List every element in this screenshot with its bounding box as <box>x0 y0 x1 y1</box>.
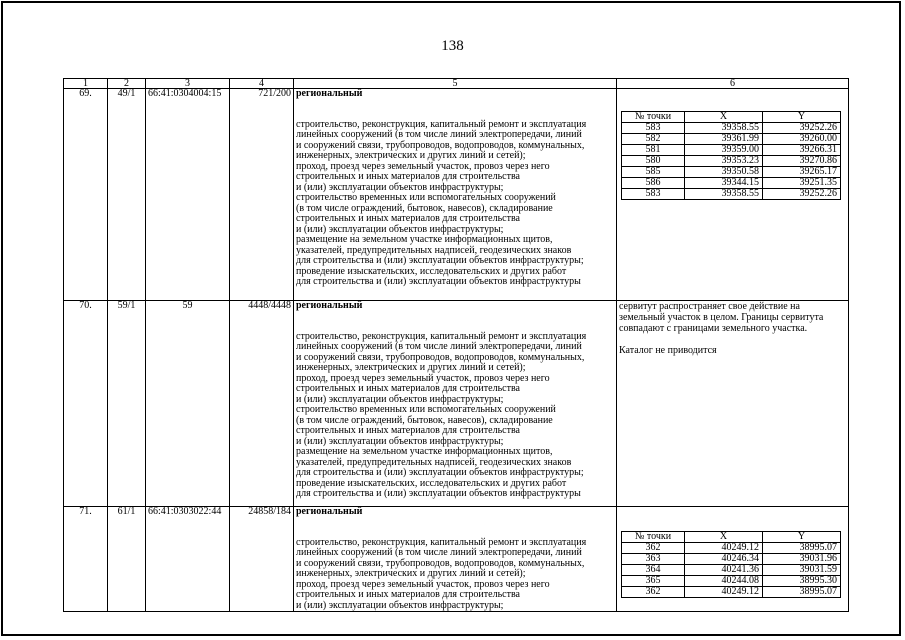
coords-row <box>622 576 841 587</box>
text-line: и сооружений связи, трубопроводов, водопроводов, коммунальных, <box>296 139 585 151</box>
cadastral-number: 66:41:0304004:15 <box>146 89 230 301</box>
coord-y: 39252.26 <box>763 189 841 200</box>
coord-y: 39265.17 <box>763 167 841 178</box>
table-row <box>64 89 849 301</box>
coord-y: 39251.35 <box>763 178 841 189</box>
row-col2: 49/1 <box>108 89 146 301</box>
point-number: 365 <box>622 576 685 587</box>
text-line: и (или) эксплуатации объектов инфраструктуры; <box>296 393 504 405</box>
text-line: строительство, реконструкция, капитальный ремонт и эксплуатация <box>296 330 587 342</box>
coords-row <box>622 123 841 134</box>
text-line: проведение изыскательских, исследовательских и других работ <box>296 265 567 277</box>
coords-row <box>622 189 841 200</box>
servitude-note <box>619 301 846 334</box>
header-cell: 1 <box>64 79 108 89</box>
page-number: 138 <box>441 38 464 54</box>
text-line: линейных сооружений (в том числе линий электропередачи, линий <box>296 129 582 140</box>
purpose-text <box>296 120 614 288</box>
coords-header-cell: № точки <box>622 532 685 543</box>
coord-x: 40246.34 <box>685 554 763 565</box>
text-line: и (или) эксплуатации объектов инфраструктуры; <box>296 599 504 611</box>
text-line: строительных и иных материалов для строительства <box>296 589 520 600</box>
level-label: региональный <box>296 88 363 99</box>
coord-y: 39266.31 <box>763 145 841 156</box>
header-cell: 6 <box>617 79 849 89</box>
text-line: строительство, реконструкция, капитальный ремонт и эксплуатация <box>296 118 587 130</box>
coord-y: 39031.96 <box>763 554 841 565</box>
text-line: совпадают с границами земельного участка. <box>619 323 808 334</box>
text-line: инженерных, электрических и других линий и сетей); <box>296 568 526 579</box>
header-cell: 5 <box>294 79 617 89</box>
row-number: 71. <box>64 507 108 612</box>
coord-x: 40244.08 <box>685 576 763 587</box>
purpose-cell <box>294 89 617 301</box>
text-line: сервитут распространяет свое действие на <box>619 301 800 312</box>
row-col2: 59/1 <box>108 301 146 507</box>
text-line: строительных и иных материалов для строительства <box>296 425 520 436</box>
coord-y: 38995.30 <box>763 576 841 587</box>
header-cell: 4 <box>230 79 294 89</box>
text-line: земельный участок в целом. Границы сервитута <box>619 312 824 323</box>
row-number: 70. <box>64 301 108 507</box>
text-line: строительных и иных материалов для строительства <box>296 213 520 224</box>
area-value: 24858/184 <box>230 507 294 612</box>
purpose-text <box>296 332 614 500</box>
text-line: указателей, предупредительных надписей, геодезических знаков <box>296 244 572 256</box>
point-number: 362 <box>622 543 685 554</box>
cadastral-number: 59 <box>146 301 230 507</box>
coord-y: 39031.59 <box>763 565 841 576</box>
coords-header-row <box>622 532 841 543</box>
coords-table <box>621 111 841 200</box>
level-label: региональный <box>296 300 363 311</box>
coords-header-cell: Y <box>763 532 841 543</box>
note-cell <box>617 301 849 507</box>
header-cell: 3 <box>146 79 230 89</box>
row-number: 69. <box>64 89 108 301</box>
header-cell: 2 <box>108 79 146 89</box>
coord-x: 39359.00 <box>685 145 763 156</box>
table-row <box>64 507 849 612</box>
text-line: для строительства и (или) эксплуатации объектов инфраструктуры; <box>296 467 584 478</box>
coords-row <box>622 565 841 576</box>
coords-row <box>622 145 841 156</box>
text-line: для строительства и (или) эксплуатации объектов инфраструктуры; <box>296 255 584 266</box>
coords-row <box>622 554 841 565</box>
coords-header-cell: № точки <box>622 112 685 123</box>
point-number: 581 <box>622 145 685 156</box>
text-line: размещение на земельном участке информационных щитов, <box>296 234 553 245</box>
coord-y: 38995.07 <box>763 587 841 598</box>
coord-x: 39361.99 <box>685 134 763 145</box>
cadastral-number: 66:41:0303022:44 <box>146 507 230 612</box>
text-line: указателей, предупредительных надписей, геодезических знаков <box>296 456 572 468</box>
coord-y: 38995.07 <box>763 543 841 554</box>
coord-y: 39270.86 <box>763 156 841 167</box>
coord-x: 39353.23 <box>685 156 763 167</box>
point-number: 362 <box>622 587 685 598</box>
coord-x: 39350.58 <box>685 167 763 178</box>
area-value: 4448/4448 <box>230 301 294 507</box>
text-line: размещение на земельном участке информационных щитов, <box>296 446 553 457</box>
coords-table <box>621 531 841 598</box>
text-line: для строительства и (или) эксплуатации объектов инфраструктуры <box>296 276 581 287</box>
coord-x: 39344.15 <box>685 178 763 189</box>
coord-y: 39252.26 <box>763 123 841 134</box>
text-line: и (или) эксплуатации объектов инфраструктуры; <box>296 181 504 193</box>
point-number: 583 <box>622 123 685 134</box>
coords-header-cell: Y <box>763 112 841 123</box>
point-number: 363 <box>622 554 685 565</box>
text-line: линейных сооружений (в том числе линий электропередачи, линий <box>296 341 582 352</box>
coords-row <box>622 167 841 178</box>
table-row <box>64 301 849 507</box>
coords-cell <box>617 507 849 612</box>
coord-x: 39358.55 <box>685 123 763 134</box>
text-line: и (или) эксплуатации объектов инфраструктуры; <box>296 435 504 447</box>
coord-x: 40249.12 <box>685 543 763 554</box>
text-line: и сооружений связи, трубопроводов, водопроводов, коммунальных, <box>296 351 585 363</box>
text-line: проход, проезд через земельный участок, провоз через него <box>296 160 550 172</box>
text-line: (в том числе ограждений, бытовок, навесов), складирование <box>296 202 553 214</box>
coords-row <box>622 134 841 145</box>
text-line: строительство временных или вспомогательных сооружений <box>296 404 556 415</box>
header-row <box>64 79 849 89</box>
coords-row <box>622 156 841 167</box>
text-line: для строительства и (или) эксплуатации объектов инфраструктуры <box>296 488 581 499</box>
level-label: региональный <box>296 506 363 517</box>
catalog-note: Каталог не приводится <box>619 345 717 356</box>
coords-cell <box>617 89 849 301</box>
text-line: и сооружений связи, трубопроводов, водопроводов, коммунальных, <box>296 557 585 569</box>
point-number: 585 <box>622 167 685 178</box>
text-line: строительных и иных материалов для строительства <box>296 171 520 182</box>
coord-x: 39358.55 <box>685 189 763 200</box>
text-line: строительство временных или вспомогательных сооружений <box>296 192 556 203</box>
text-line: (в том числе ограждений, бытовок, навесов), складирование <box>296 414 553 426</box>
text-line: инженерных, электрических и других линий и сетей); <box>296 362 526 373</box>
coord-x: 40249.12 <box>685 587 763 598</box>
text-line: проведение изыскательских, исследовательских и других работ <box>296 477 567 489</box>
point-number: 580 <box>622 156 685 167</box>
area-value: 721/200 <box>230 89 294 301</box>
text-line: и (или) эксплуатации объектов инфраструктуры; <box>296 223 504 235</box>
coords-row <box>622 178 841 189</box>
purpose-cell <box>294 301 617 507</box>
coords-header-cell: X <box>685 532 763 543</box>
coords-row <box>622 543 841 554</box>
point-number: 583 <box>622 189 685 200</box>
text-line: проход, проезд через земельный участок, провоз через него <box>296 372 550 384</box>
coord-x: 40241.36 <box>685 565 763 576</box>
coords-header-cell: X <box>685 112 763 123</box>
point-number: 582 <box>622 134 685 145</box>
text-line: строительных и иных материалов для строительства <box>296 383 520 394</box>
row-col2: 61/1 <box>108 507 146 612</box>
purpose-cell <box>294 507 617 612</box>
text-line: инженерных, электрических и других линий и сетей); <box>296 150 526 161</box>
purpose-text <box>296 538 614 612</box>
text-line: строительство, реконструкция, капитальный ремонт и эксплуатация <box>296 536 587 548</box>
text-line: линейных сооружений (в том числе линий электропередачи, линий <box>296 547 582 558</box>
coords-header-row <box>622 112 841 123</box>
coord-y: 39260.00 <box>763 134 841 145</box>
point-number: 364 <box>622 565 685 576</box>
point-number: 586 <box>622 178 685 189</box>
servitude-table <box>63 78 849 612</box>
coords-row <box>622 587 841 598</box>
text-line: проход, проезд через земельный участок, провоз через него <box>296 578 550 590</box>
